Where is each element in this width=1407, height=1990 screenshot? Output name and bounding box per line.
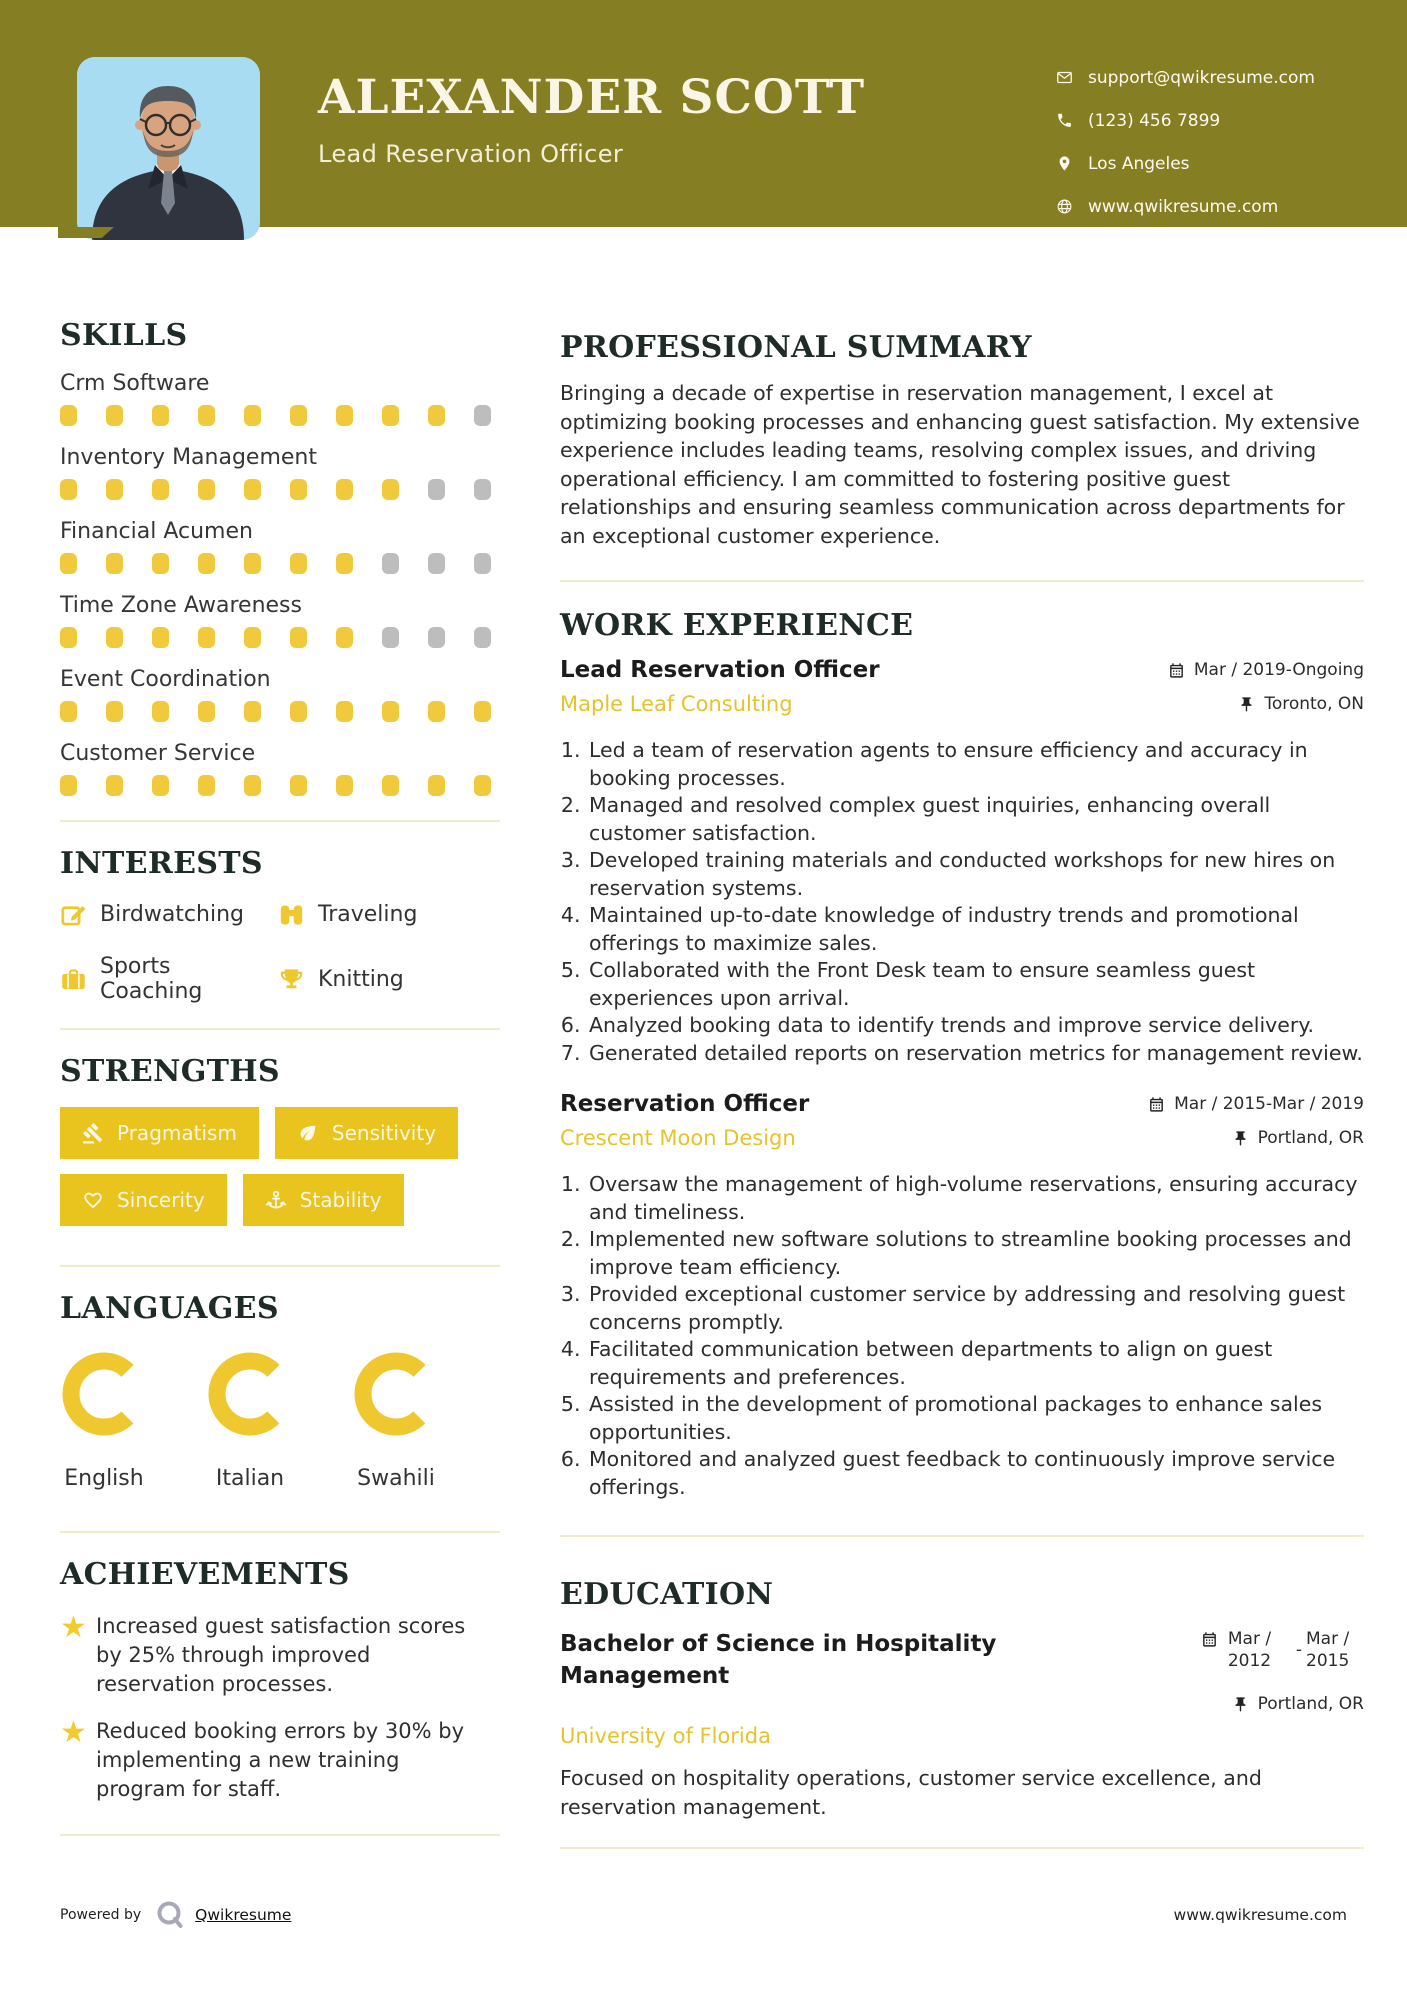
skill-dot (198, 479, 215, 500)
calendar-icon (1168, 662, 1185, 679)
skill-dot (152, 479, 169, 500)
calendar-icon (1201, 1631, 1218, 1648)
leaf-icon (297, 1122, 319, 1144)
skill-dot (244, 553, 261, 574)
skill-dot (474, 479, 491, 500)
skill-dot (244, 775, 261, 796)
job-dates: Mar / 2015-Mar / 2019 (1174, 1094, 1364, 1114)
skill-dot (152, 775, 169, 796)
job-header (560, 1091, 1364, 1159)
education-heading: EDUCATION (560, 1577, 774, 1612)
star-icon: ★ (60, 1715, 87, 1750)
person-job-title: Lead Reservation Officer (318, 140, 624, 168)
skill-item (60, 445, 500, 500)
skill-dot (428, 479, 445, 500)
skill-dot (336, 479, 353, 500)
language-level-arc (60, 1350, 148, 1438)
strength-label: Sensitivity (331, 1121, 437, 1145)
languages-heading: LANGUAGES (60, 1291, 279, 1326)
job-dates-row (1168, 657, 1364, 683)
achievements-list (60, 1612, 500, 1804)
trophy-icon (278, 966, 305, 993)
interest-item (278, 954, 500, 1004)
achievement-item (60, 1612, 500, 1699)
skill-dot (382, 775, 399, 796)
skill-item (60, 667, 500, 722)
skill-dot (60, 627, 77, 648)
pushpin-icon (1238, 696, 1255, 713)
skill-dot (474, 775, 491, 796)
skill-rating (60, 405, 500, 426)
interests-heading: INTERESTS (60, 846, 263, 881)
skill-dot (60, 775, 77, 796)
skill-rating (60, 553, 500, 574)
skill-dot (336, 405, 353, 426)
interest-item (60, 954, 278, 1004)
skill-dot (152, 553, 169, 574)
divider (60, 1028, 500, 1030)
language-item (206, 1350, 352, 1491)
language-label: English (64, 1466, 144, 1491)
skill-rating (60, 627, 500, 648)
email-icon (1056, 69, 1073, 86)
job-bullet: 1. Oversaw the management of high-volume reservations, ensuring accuracy and timeliness. (587, 1171, 1364, 1226)
job-bullet: 5. Assisted in the development of promotional packages to enhance sales opportunities. (587, 1391, 1364, 1446)
skill-dot (474, 553, 491, 574)
skill-dot (152, 701, 169, 722)
star-icon: ★ (60, 1610, 87, 1645)
footer-website[interactable]: www.qwikresume.com (1173, 1906, 1347, 1924)
job-bullet: 2. Managed and resolved complex guest inquiries, enhancing overall customer satisfaction. (587, 792, 1364, 847)
footer (60, 1900, 1347, 1930)
job-bullet: 4. Facilitated communication between departments to align on guest requirements and preferences. (587, 1336, 1364, 1391)
summary-text: Bringing a decade of expertise in reservation management, I excel at optimizing booking processes and enhancing guest satisfaction. My extensive experience includes leading teams, resolving complex issues, and driving operational efficiency. I am committed to fostering positive guest relationships and ensuring seamless communication across departments for an exceptional customer experience. (560, 381, 1360, 548)
job-company: Crescent Moon Design (560, 1126, 796, 1150)
skill-dot (244, 479, 261, 500)
divider (60, 1834, 500, 1836)
phone-icon (1056, 112, 1073, 129)
skill-dot (106, 553, 123, 574)
skill-dot (428, 701, 445, 722)
skill-item (60, 741, 500, 796)
skill-dot (474, 701, 491, 722)
skill-label: Event Coordination (60, 667, 271, 692)
contact-phone-text: (123) 456 7899 (1088, 110, 1221, 131)
education-date-separator: - (1295, 1640, 1302, 1660)
job-bullet: 6. Analyzed booking data to identify trends and improve service delivery. (587, 1012, 1364, 1040)
strength-badge (60, 1174, 227, 1226)
skill-rating (60, 701, 500, 722)
job-location-row (1168, 691, 1364, 717)
skill-rating (60, 479, 500, 500)
main-content (560, 330, 1364, 1849)
contact-email[interactable] (1056, 56, 1315, 99)
job-bullet: 3. Developed training materials and conducted workshops for new hires on reservation systems. (587, 847, 1364, 902)
language-item (60, 1350, 206, 1491)
job-location: Portland, OR (1257, 1128, 1364, 1148)
skill-dot (152, 627, 169, 648)
education-header (560, 1628, 1364, 1714)
contact-website[interactable] (1056, 185, 1315, 228)
skill-dot (290, 479, 307, 500)
anchor-icon (265, 1189, 287, 1211)
skill-dot (428, 775, 445, 796)
skills-list (60, 371, 500, 796)
skill-dot (382, 479, 399, 500)
strength-label: Stability (299, 1188, 382, 1212)
contact-email-text: support@qwikresume.com (1088, 67, 1315, 88)
job-dates: Mar / 2019-Ongoing (1193, 660, 1364, 680)
job-left (560, 1091, 809, 1159)
divider (60, 1265, 500, 1267)
divider (560, 1535, 1364, 1537)
education-location-row (1201, 1694, 1364, 1714)
contact-location-text: Los Angeles (1088, 153, 1190, 174)
skill-dot (106, 479, 123, 500)
skill-dot (336, 775, 353, 796)
interest-item (278, 901, 500, 928)
achievements-heading: ACHIEVEMENTS (60, 1557, 350, 1592)
profile-photo (77, 57, 260, 240)
strength-label: Sincerity (117, 1188, 205, 1212)
skill-dot (198, 775, 215, 796)
skill-label: Financial Acumen (60, 519, 253, 544)
skill-dot (290, 553, 307, 574)
job-header (560, 657, 1364, 725)
achievement-text: Increased guest satisfaction scores by 25% through improved reservation processes. (96, 1614, 466, 1696)
skill-label: Inventory Management (60, 445, 317, 470)
binoculars-icon (278, 901, 305, 928)
skill-rating (60, 775, 500, 796)
summary-heading: PROFESSIONAL SUMMARY (560, 330, 1032, 365)
skill-dot (382, 701, 399, 722)
achievement-text: Reduced booking errors by 30% by implementing a new training program for staff. (96, 1719, 465, 1801)
powered-by-label: Powered by (60, 1907, 142, 1923)
strength-badge (60, 1107, 259, 1159)
sidebar (60, 318, 500, 1836)
skill-dot (474, 405, 491, 426)
skill-dot (106, 775, 123, 796)
contact-location (1056, 142, 1315, 185)
interest-label: Traveling (318, 902, 418, 927)
skill-dot (290, 701, 307, 722)
skill-dot (382, 405, 399, 426)
skill-label: Customer Service (60, 741, 256, 766)
interest-label: Knitting (318, 966, 404, 992)
contact-website-text: www.qwikresume.com (1088, 196, 1279, 217)
job-bullet: 2. Implemented new software solutions to streamline booking processes and improve team efficiency. (587, 1226, 1364, 1281)
skill-dot (244, 627, 261, 648)
skill-dot (336, 553, 353, 574)
education-description: Focused on hospitality operations, customer service excellence, and reservation management. (560, 1766, 1262, 1819)
divider (560, 1847, 1364, 1849)
skill-dot (474, 627, 491, 648)
skill-dot (428, 405, 445, 426)
skill-item (60, 371, 500, 426)
skill-dot (106, 627, 123, 648)
job-entry (560, 1091, 1364, 1501)
strengths-list (60, 1107, 500, 1241)
job-company: Maple Leaf Consulting (560, 692, 793, 716)
strength-label: Pragmatism (117, 1121, 237, 1145)
skills-heading: SKILLS (60, 318, 188, 353)
calendar-icon (1148, 1096, 1165, 1113)
job-bullet: 6. Monitored and analyzed guest feedback to continuously improve service offerings. (587, 1446, 1364, 1501)
pencil-square-icon (60, 901, 87, 928)
job-bullet: 1. Led a team of reservation agents to ensure efficiency and accuracy in booking processes. (587, 737, 1364, 792)
divider (60, 820, 500, 822)
skill-dot (428, 627, 445, 648)
skill-dot (198, 701, 215, 722)
job-bullet: 7. Generated detailed reports on reservation metrics for management review. (587, 1040, 1364, 1068)
strength-badge (243, 1174, 404, 1226)
job-left (560, 657, 880, 725)
education-school: University of Florida (560, 1724, 771, 1748)
contact-block (1056, 56, 1315, 228)
skill-dot (60, 701, 77, 722)
interests-list (60, 901, 500, 1004)
strengths-heading: STRENGTHS (60, 1054, 280, 1089)
skill-dot (290, 627, 307, 648)
skill-dot (198, 553, 215, 574)
skill-dot (382, 627, 399, 648)
job-meta (1168, 657, 1364, 725)
briefcase-icon (60, 966, 87, 993)
profile-photo-illustration (77, 57, 260, 240)
job-dates-row (1148, 1091, 1364, 1117)
languages-list (60, 1350, 500, 1491)
location-icon (1056, 155, 1073, 172)
job-bullet: 5. Collaborated with the Front Desk team to ensure seamless guest experiences upon arrival. (587, 957, 1364, 1012)
skill-dot (290, 405, 307, 426)
powered-by (60, 1900, 291, 1930)
job-title: Reservation Officer (560, 1091, 810, 1117)
skill-item (60, 593, 500, 648)
skill-dot (428, 553, 445, 574)
skill-dot (60, 553, 77, 574)
qwikresume-brand-link[interactable]: Qwikresume (195, 1906, 292, 1924)
strength-badge (275, 1107, 458, 1159)
education-location: Portland, OR (1257, 1694, 1364, 1714)
education-date-end: Mar / 2015 (1306, 1629, 1350, 1671)
skill-label: Crm Software (60, 371, 210, 396)
job-bullet: 4. Maintained up-to-date knowledge of industry trends and promotional offerings to maximize sales. (587, 902, 1364, 957)
skill-dot (60, 479, 77, 500)
skill-dot (106, 405, 123, 426)
interest-label: Birdwatching (100, 902, 244, 927)
interest-item (60, 901, 278, 928)
job-entry (560, 657, 1364, 1067)
education-meta (1201, 1628, 1364, 1714)
skill-dot (290, 775, 307, 796)
skill-label: Time Zone Awareness (60, 593, 302, 618)
skill-dot (198, 405, 215, 426)
globe-icon (1056, 198, 1073, 215)
person-name: ALEXANDER SCOTT (318, 70, 866, 125)
heart-icon (82, 1189, 104, 1211)
skill-dot (336, 627, 353, 648)
achievement-item (60, 1717, 500, 1804)
job-bullets (560, 1171, 1364, 1501)
contact-phone[interactable] (1056, 99, 1315, 142)
skill-dot (336, 701, 353, 722)
language-label: Italian (215, 1466, 285, 1491)
skill-dot (60, 405, 77, 426)
job-location: Toronto, ON (1264, 694, 1364, 714)
experience-heading: WORK EXPERIENCE (560, 608, 914, 643)
language-level-arc (352, 1350, 440, 1438)
language-level-arc (206, 1350, 294, 1438)
skill-dot (152, 405, 169, 426)
skill-dot (382, 553, 399, 574)
gavel-icon (82, 1122, 104, 1144)
job-bullet: 3. Provided exceptional customer service by addressing and resolving guest concerns promptly. (587, 1281, 1364, 1336)
divider (560, 580, 1364, 582)
job-bullets (560, 737, 1364, 1067)
job-meta (1148, 1091, 1364, 1159)
skill-dot (198, 627, 215, 648)
skill-dot (244, 701, 261, 722)
pushpin-icon (1232, 1696, 1249, 1713)
skill-dot (244, 405, 261, 426)
language-label: Swahili (357, 1466, 435, 1491)
name-block (318, 70, 865, 168)
education-date-start: Mar / 2012 (1227, 1629, 1272, 1671)
pushpin-icon (1232, 1130, 1249, 1147)
education-dates-row (1201, 1628, 1364, 1672)
interest-label: Sports Coaching (100, 954, 203, 1004)
language-item (352, 1350, 498, 1491)
divider (60, 1531, 500, 1533)
skill-dot (106, 701, 123, 722)
job-location-row (1148, 1125, 1364, 1151)
education-degree: Bachelor of Science in Hospitality Management (560, 1631, 997, 1689)
skill-item (60, 519, 500, 574)
job-title: Lead Reservation Officer (560, 657, 880, 683)
qwikresume-logo-icon (155, 1900, 185, 1930)
header-band (0, 0, 1407, 227)
